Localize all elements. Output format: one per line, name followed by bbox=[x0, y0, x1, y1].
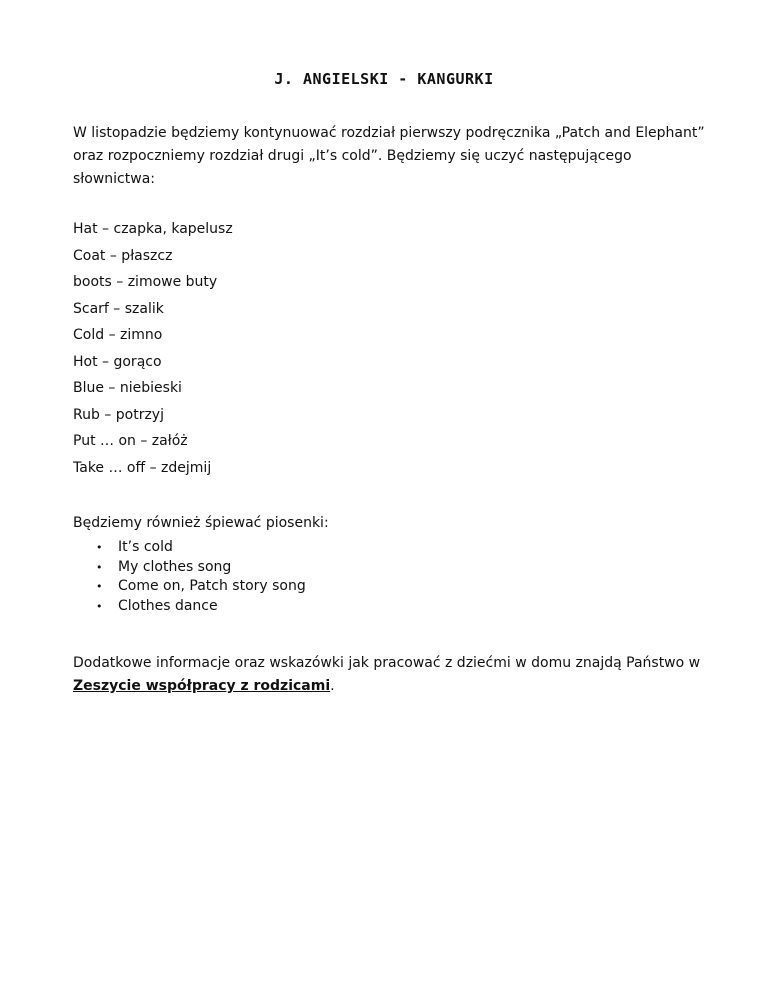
intro-paragraph: W listopadzie będziemy kontynuować rozdział pierwszy podręcznika „Patch and Elephant” oraz rozpoczniemy rozdział drugi „It’s cold”. Będziemy się uczyć następującego słownictwa: bbox=[73, 125, 705, 187]
footer-paragraph bbox=[73, 652, 723, 698]
vocabulary-item: Rub – potrzyj bbox=[73, 406, 164, 423]
vocabulary-item: Take … off – zdejmij bbox=[73, 459, 212, 476]
vocabulary-item: Hot – gorąco bbox=[73, 353, 162, 370]
vocabulary-item: Coat – płaszcz bbox=[73, 247, 173, 264]
song-title: It’s cold bbox=[118, 539, 173, 555]
song-item bbox=[96, 577, 306, 597]
footer-text: Dodatkowe informacje oraz wskazówki jak pracować z dziećmi w domu znajdą Państwo w bbox=[73, 655, 701, 671]
vocabulary-item: Cold – zimno bbox=[73, 327, 163, 343]
vocabulary-item: Blue – niebieski bbox=[73, 380, 182, 396]
bullet-icon: • bbox=[96, 580, 103, 593]
footer-emphasis: Zeszycie współpracy z rodzicami bbox=[73, 678, 331, 694]
vocabulary-item: Scarf – szalik bbox=[73, 300, 164, 317]
song-item bbox=[96, 538, 306, 558]
bullet-icon: • bbox=[96, 560, 103, 574]
footer-period: . bbox=[330, 678, 335, 694]
song-item bbox=[96, 597, 306, 617]
songs-heading: Będziemy również śpiewać piosenki: bbox=[73, 515, 329, 531]
songs-list bbox=[96, 538, 306, 616]
song-title: My clothes song bbox=[118, 558, 232, 575]
document-title: J. ANGIELSKI - KANGURKI bbox=[274, 70, 494, 88]
vocabulary-item: Put … on – załóż bbox=[73, 433, 188, 449]
vocabulary-list bbox=[73, 216, 573, 481]
song-title: Clothes dance bbox=[118, 597, 218, 614]
song-item bbox=[96, 558, 306, 578]
bullet-icon: • bbox=[96, 599, 103, 613]
song-title: Come on, Patch story song bbox=[118, 578, 306, 594]
bullet-icon: • bbox=[96, 541, 103, 554]
vocabulary-item: Hat – czapka, kapelusz bbox=[73, 221, 233, 237]
vocabulary-item: boots – zimowe buty bbox=[73, 274, 218, 290]
